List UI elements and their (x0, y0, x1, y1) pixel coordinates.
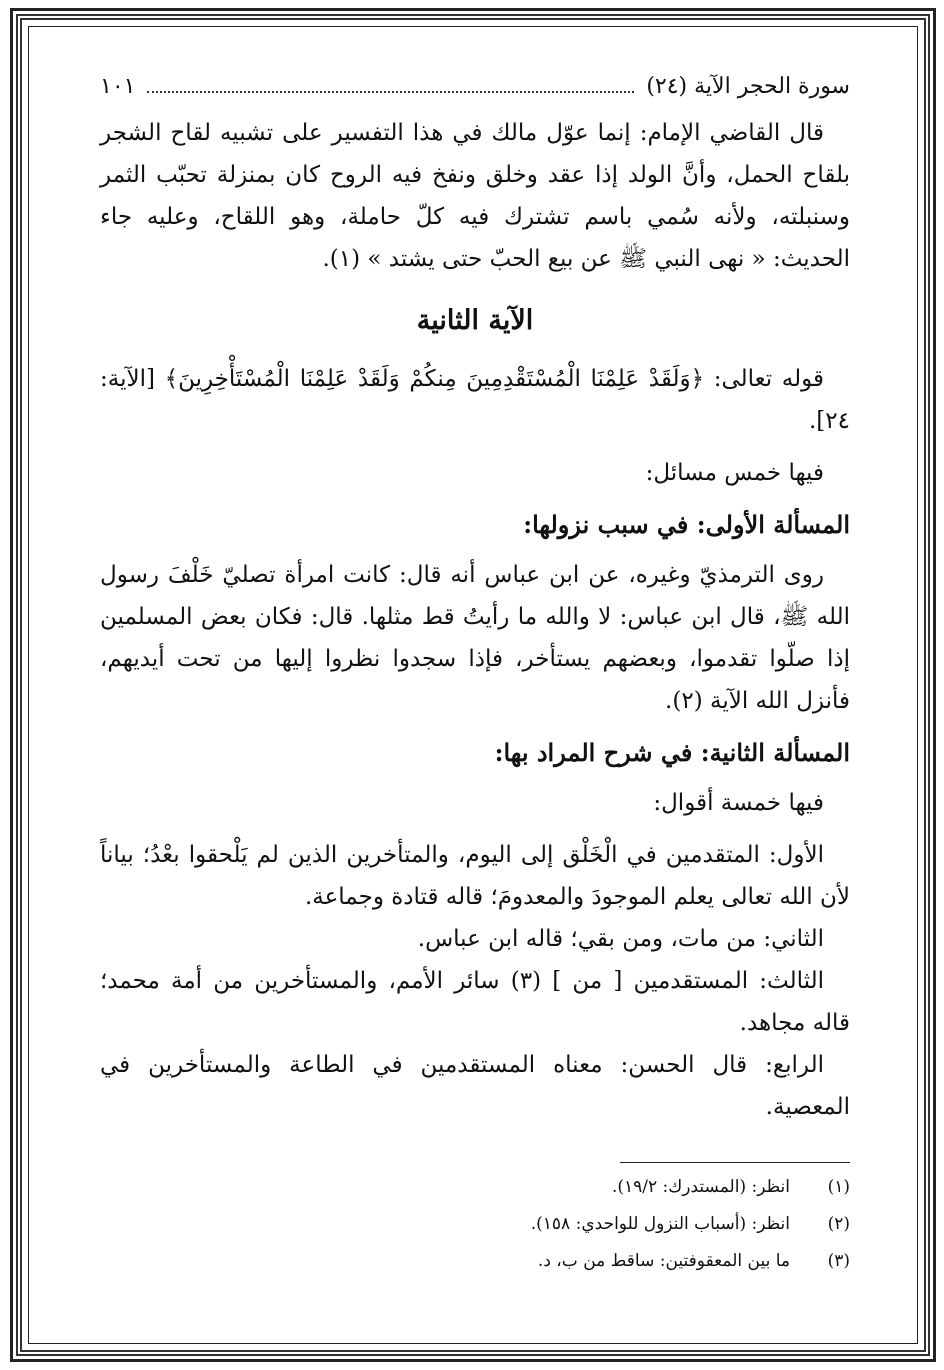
saying-4: الرابع: قال الحسن: معناه المستقدمين في الطاعة والمستأخرين في المعصية. (100, 1052, 850, 1120)
issue2-intro: فيها خمسة أقوال: (653, 790, 824, 816)
footnote (100, 1206, 850, 1243)
header-title: سورة الحجر الآية (٢٤) (646, 74, 850, 99)
running-header (100, 66, 850, 112)
saying-1: الأول: المتقدمين في الْخَلْق إلى اليوم، والمتأخرين الذين لم يَلْحقوا بعْدُ؛ بياناً لأن الله تعالى يعلم الموجودَ والمعدومَ؛ قاله قتادة وجماعة. (100, 842, 850, 910)
page-number: ١٠١ (100, 74, 136, 99)
footnote-number: (٣) (827, 1251, 850, 1271)
footnote-text: انظر: (أسباب النزول للواحدي: ١٥٨). (530, 1214, 790, 1234)
issue1-text: روى الترمذيّ وغيره، عن ابن عباس أنه قال: كانت امرأة تصليّ خَلْفَ رسول الله ﷺ، قال ابن عباس: لا والله ما رأيتُ قط مثلها. قال: فكان بعض المسلمين إذا صلّوا تقدموا، وبعضهم يستأخر، فإذا سجدوا نظروا إليها من تحت أيديهم، فأنزل الله الآية (٢). (100, 562, 850, 714)
section-title: الآية الثانية (416, 305, 534, 336)
footnote (100, 1169, 850, 1206)
page-content (100, 66, 850, 1280)
footnote-number: (٢) (827, 1214, 850, 1234)
footnote-text: انظر: (المستدرك: ١٩/٢). (611, 1177, 790, 1197)
issues-count: فيها خمس مسائل: (645, 460, 824, 486)
saying-3: الثالث: المستقدمين [ من ] (٣) سائر الأمم، والمستأخرين من أمة محمد؛ قاله مجاهد. (100, 968, 850, 1036)
footnote-number: (١) (827, 1177, 850, 1197)
footnote (100, 1243, 850, 1280)
verse-line: قوله تعالى: ﴿وَلَقَدْ عَلِمْنَا الْمُسْتَقْدِمِينَ مِنكُمْ وَلَقَدْ عَلِمْنَا الْمُسْتَأْخِرِينَ﴾ [الآية: ٢٤]. (100, 366, 850, 434)
intro-paragraph: قال القاضي الإمام: إنما عوّل مالك في هذا التفسير على تشبيه لقاح الشجر بلقاح الحمل، وأنَّ الولد إذا عقد وخلق ونفخ فيه الروح كان بمنزلة تحبّب الثمر وسنبلته، ولأنه سُمي باسم تشترك فيه كلّ حاملة، وهو اللقاح، وعليه جاء الحديث: « نهى النبي ﷺ عن بيع الحبّ حتى يشتد » (١). (100, 120, 850, 272)
footnote-text: ما بين المعقوفتين: ساقط من ب، د. (537, 1251, 790, 1271)
header-dot-leader (147, 77, 634, 93)
footnote-rule (620, 1162, 850, 1163)
saying-2: الثاني: من مات، ومن بقي؛ قاله ابن عباس. (417, 926, 824, 952)
issue2-title: المسألة الثانية: في شرح المراد بها: (494, 738, 850, 767)
issue1-title: المسألة الأولى: في سبب نزولها: (523, 510, 850, 539)
footnotes (100, 1169, 850, 1280)
